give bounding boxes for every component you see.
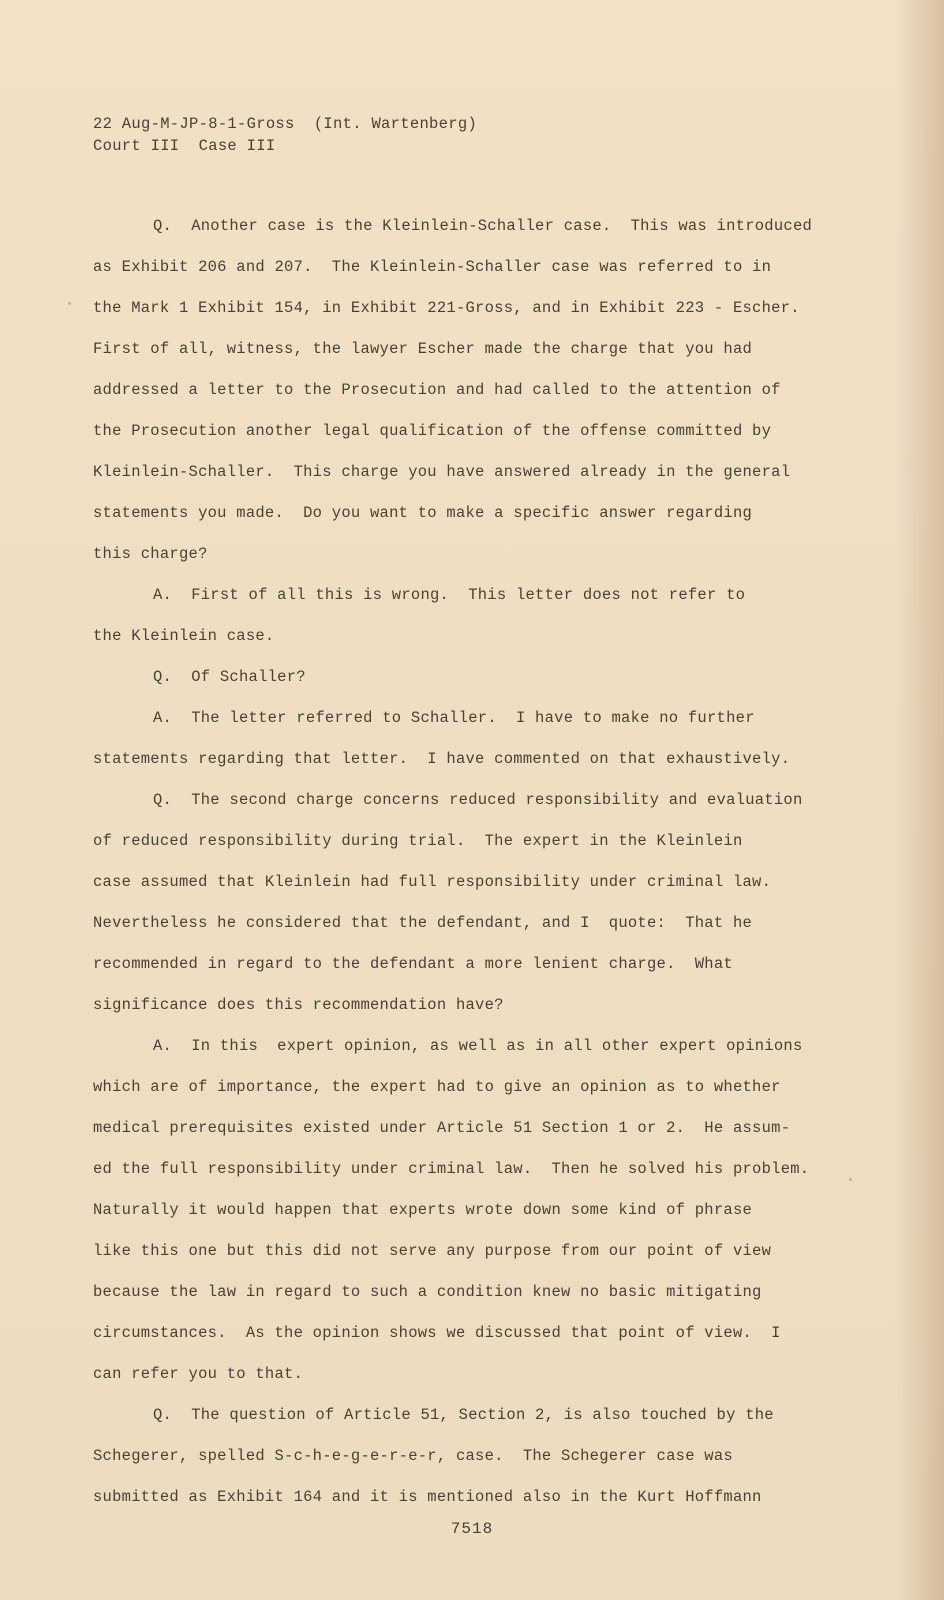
transcript-line: case assumed that Kleinlein had full responsibility under criminal law. bbox=[93, 873, 772, 891]
transcript-line: this charge? bbox=[93, 545, 208, 563]
transcript-line: Q. Of Schaller? bbox=[153, 668, 306, 686]
page-number: 7518 bbox=[450, 1520, 494, 1538]
transcript-line: Nevertheless he considered that the defendant, and I quote: That he bbox=[93, 914, 753, 932]
transcript-line: the Prosecution another legal qualification of the offense committed by bbox=[93, 422, 772, 440]
transcript-line: addressed a letter to the Prosecution and had called to the attention of bbox=[93, 381, 781, 399]
transcript-line: submitted as Exhibit 164 and it is mentioned also in the Kurt Hoffmann bbox=[93, 1488, 762, 1506]
transcript-line: First of all, witness, the lawyer Escher made the charge that you had bbox=[93, 340, 753, 358]
paper-speck bbox=[68, 302, 71, 305]
transcript-line: the Kleinlein case. bbox=[93, 627, 275, 645]
transcript-line: like this one but this did not serve any purpose from our point of view bbox=[93, 1242, 772, 1260]
transcript-line: significance does this recommendation have? bbox=[93, 996, 504, 1014]
transcript-line: Q. The second charge concerns reduced responsibility and evaluation bbox=[153, 791, 803, 809]
transcript-line: Q. The question of Article 51, Section 2, is also touched by the bbox=[153, 1406, 774, 1424]
transcript-line: statements regarding that letter. I have commented on that exhaustively. bbox=[93, 750, 791, 768]
paper-speck bbox=[849, 1178, 852, 1181]
transcript-line: recommended in regard to the defendant a more lenient charge. What bbox=[93, 955, 733, 973]
transcript-line: Schegerer, spelled S-c-h-e-g-e-r-e-r, case. The Schegerer case was bbox=[93, 1447, 733, 1465]
transcript-line: circumstances. As the opinion shows we discussed that point of view. I bbox=[93, 1324, 781, 1342]
transcript-line: Q. Another case is the Kleinlein-Schaller case. This was introduced bbox=[153, 217, 813, 235]
header-court-case: Court III Case III bbox=[93, 137, 276, 155]
transcript-line: the Mark 1 Exhibit 154, in Exhibit 221-Gross, and in Exhibit 223 - Escher. bbox=[93, 299, 800, 317]
transcript-line: statements you made. Do you want to make a specific answer regarding bbox=[93, 504, 753, 522]
transcript-body bbox=[93, 206, 883, 1518]
transcript-line: Kleinlein-Schaller. This charge you have answered already in the general bbox=[93, 463, 791, 481]
transcript-line: Naturally it would happen that experts wrote down some kind of phrase bbox=[93, 1201, 753, 1219]
transcript-line: can refer you to that. bbox=[93, 1365, 304, 1383]
transcript-line: medical prerequisites existed under Article 51 Section 1 or 2. He assum- bbox=[93, 1119, 791, 1137]
header-case-reference: 22 Aug-M-JP-8-1-Gross (Int. Wartenberg) bbox=[93, 115, 478, 133]
transcript-line: of reduced responsibility during trial. The expert in the Kleinlein bbox=[93, 832, 743, 850]
transcript-line: A. In this expert opinion, as well as in all other expert opinions bbox=[153, 1037, 803, 1055]
transcript-line: which are of importance, the expert had to give an opinion as to whether bbox=[93, 1078, 781, 1096]
transcript-line: because the law in regard to such a condition knew no basic mitigating bbox=[93, 1283, 762, 1301]
transcript-line: as Exhibit 206 and 207. The Kleinlein-Schaller case was referred to in bbox=[93, 258, 772, 276]
document-header bbox=[93, 113, 477, 157]
transcript-line: A. The letter referred to Schaller. I have to make no further bbox=[153, 709, 755, 727]
transcript-line: ed the full responsibility under criminal law. Then he solved his problem. bbox=[93, 1160, 810, 1178]
transcript-line: A. First of all this is wrong. This letter does not refer to bbox=[153, 586, 746, 604]
